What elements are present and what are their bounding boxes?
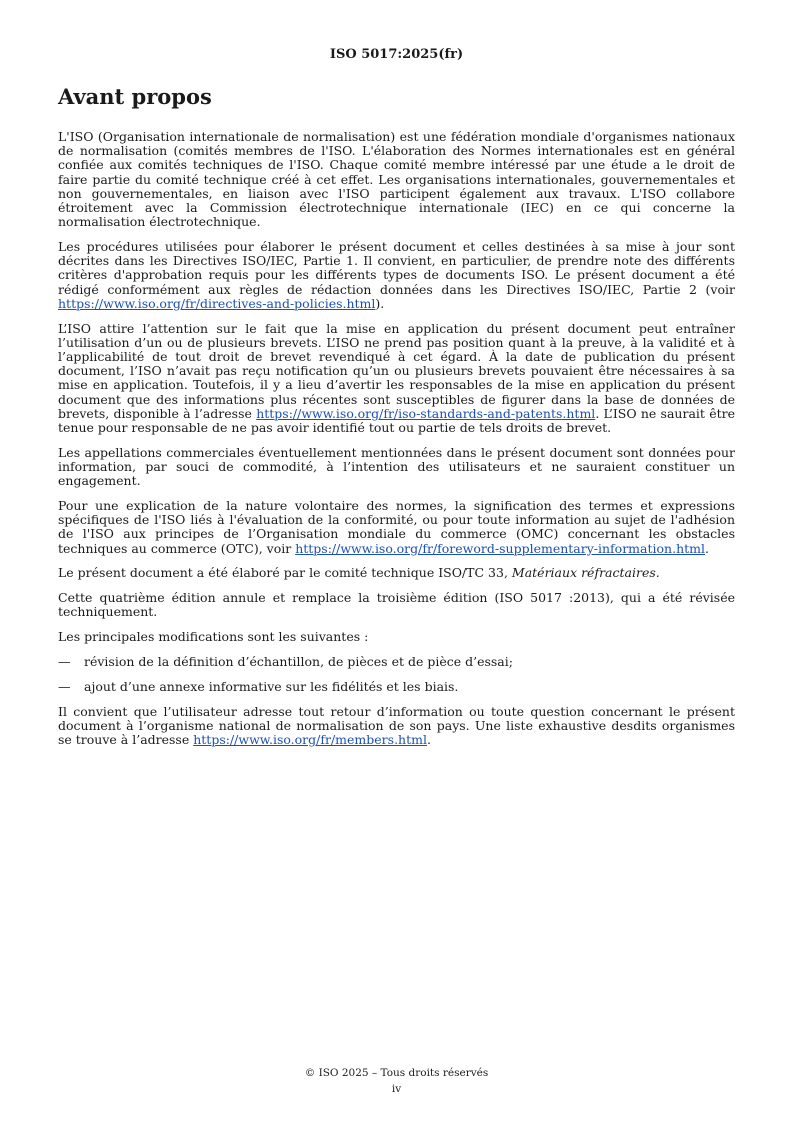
list-item: [58, 655, 735, 669]
directives-link[interactable]: https://www.iso.org/fr/directives-and-policies.html: [58, 295, 376, 311]
document-body: [58, 130, 735, 758]
paragraph-voluntary-text: Pour une explication de la nature volontaire des normes, la signification des termes et expressions spécifiques de l'ISO liés à l'évaluation de la conformité, ou pour toute information au sujet de l'adhésion de l'ISO aux principes de l’Organisation mondiale du commerce (OMC) concernant les obstacles techniques au commerce (OTC), voir: [58, 498, 735, 556]
document-header: ISO 5017:2025(fr): [329, 47, 464, 62]
paragraph-voluntary-nature: [58, 499, 735, 556]
paragraph-procedures: [58, 240, 735, 311]
paragraph-patents: [58, 322, 735, 436]
paragraph-committee: [58, 566, 735, 580]
list-dash: —: [58, 678, 71, 694]
page-number: iv: [391, 1083, 402, 1095]
paragraph-iso-intro: L'ISO (Organisation internationale de normalisation) est une fédération mondiale d'organismes nationaux de normalisation (comités membres de l'ISO. L'élaboration des Normes internationales est en général confiée aux comités techniques de l'ISO. Chaque comité membre intéressé par une étude a le droit de faire partie du comité technique créé à cet effet. Les organisations internationales, gouvernementales et non gouvernementales, en liaison avec l'ISO participent également aux travaux. L'ISO collabore étroitement avec la Commission électrotechnique internationale (IEC) en ce qui concerne la normalisation électrotechnique.: [58, 129, 735, 230]
paragraph-patents-end: . L’ISO ne saurait être tenue pour responsable de ne pas avoir identifié tout ou partie de tels droits de brevet.: [58, 405, 735, 436]
paragraph-committee-text: Le présent document a été élaboré par le comité technique ISO/TC 33,: [58, 565, 512, 581]
paragraph-patents-text: L’ISO attire l’attention sur le fait que la mise en application du présent document peut entraîner l’utilisation d’un ou de plusieurs brevets. L’ISO ne prend pas position quant à la preuve, à la validité et à l’applicabilité de tout droit de brevet revendiqué à cet égard. À la date de publication du présent document, l’ISO n’avait pas reçu notification qu’un ou plusieurs brevets pouvaient être nécessaires à sa mise en application. Toutefois, il y a lieu d’avertir les responsables de la mise en application du présent document que des informations plus récentes sont susceptibles de figurer dans la base de données de brevets, disponible à l’adresse: [58, 320, 735, 421]
paragraph-feedback-text: Il convient que l’utilisateur adresse tout retour d’information ou toute question concernant le présent document à l’organisme national de normalisation de son pays. Une liste exhaustive desdits organismes se trouve à l’adresse: [58, 703, 735, 748]
list-dash: —: [58, 654, 71, 670]
paragraph-changes-intro: Les principales modifications sont les suivantes :: [58, 629, 369, 645]
paragraph-feedback: [58, 705, 735, 748]
paragraph-voluntary-end: .: [705, 540, 709, 556]
list-item-text: ajout d’une annexe informative sur les fidélités et les biais.: [84, 678, 459, 694]
members-link[interactable]: https://www.iso.org/fr/members.html: [193, 732, 427, 748]
list-item-text: révision de la définition d’échantillon, de pièces et de pièce d’essai;: [84, 654, 513, 670]
patents-link[interactable]: https://www.iso.org/fr/iso-standards-and-patents.html: [256, 405, 596, 421]
paragraph-trade-names: Les appellations commerciales éventuellement mentionnées dans le présent document sont données pour information, par souci de commodité, à l’intention des utilisateurs et ne sauraient constituer un engagement.: [58, 444, 735, 489]
paragraph-feedback-end: .: [426, 732, 431, 748]
committee-title: Matériaux réfractaires.: [511, 565, 660, 581]
list-item: [58, 680, 735, 694]
page-title: Avant propos: [58, 84, 212, 109]
paragraph-procedures-text: Les procédures utilisées pour élaborer le présent document et celles destinées à sa mise à jour sont décrites dans les Directives ISO/IEC, Partie 1. Il convient, en particulier, de prendre note des différents critères d'approbation requis pour les différents types de documents ISO. Le présent document a été rédigé conformément aux règles de rédaction données dans les Directives ISO/IEC, Partie 2 (voir: [58, 239, 735, 297]
paragraph-procedures-end: ).: [375, 295, 385, 311]
copyright-notice: © ISO 2025 – Tous droits réservés: [304, 1067, 489, 1079]
paragraph-edition: Cette quatrième édition annule et remplace la troisième édition (ISO 5017 :2013), qui a été révisée techniquement.: [58, 590, 735, 620]
page-footer: [0, 1065, 793, 1097]
foreword-info-link[interactable]: https://www.iso.org/fr/foreword-supplementary-information.html: [295, 540, 705, 556]
